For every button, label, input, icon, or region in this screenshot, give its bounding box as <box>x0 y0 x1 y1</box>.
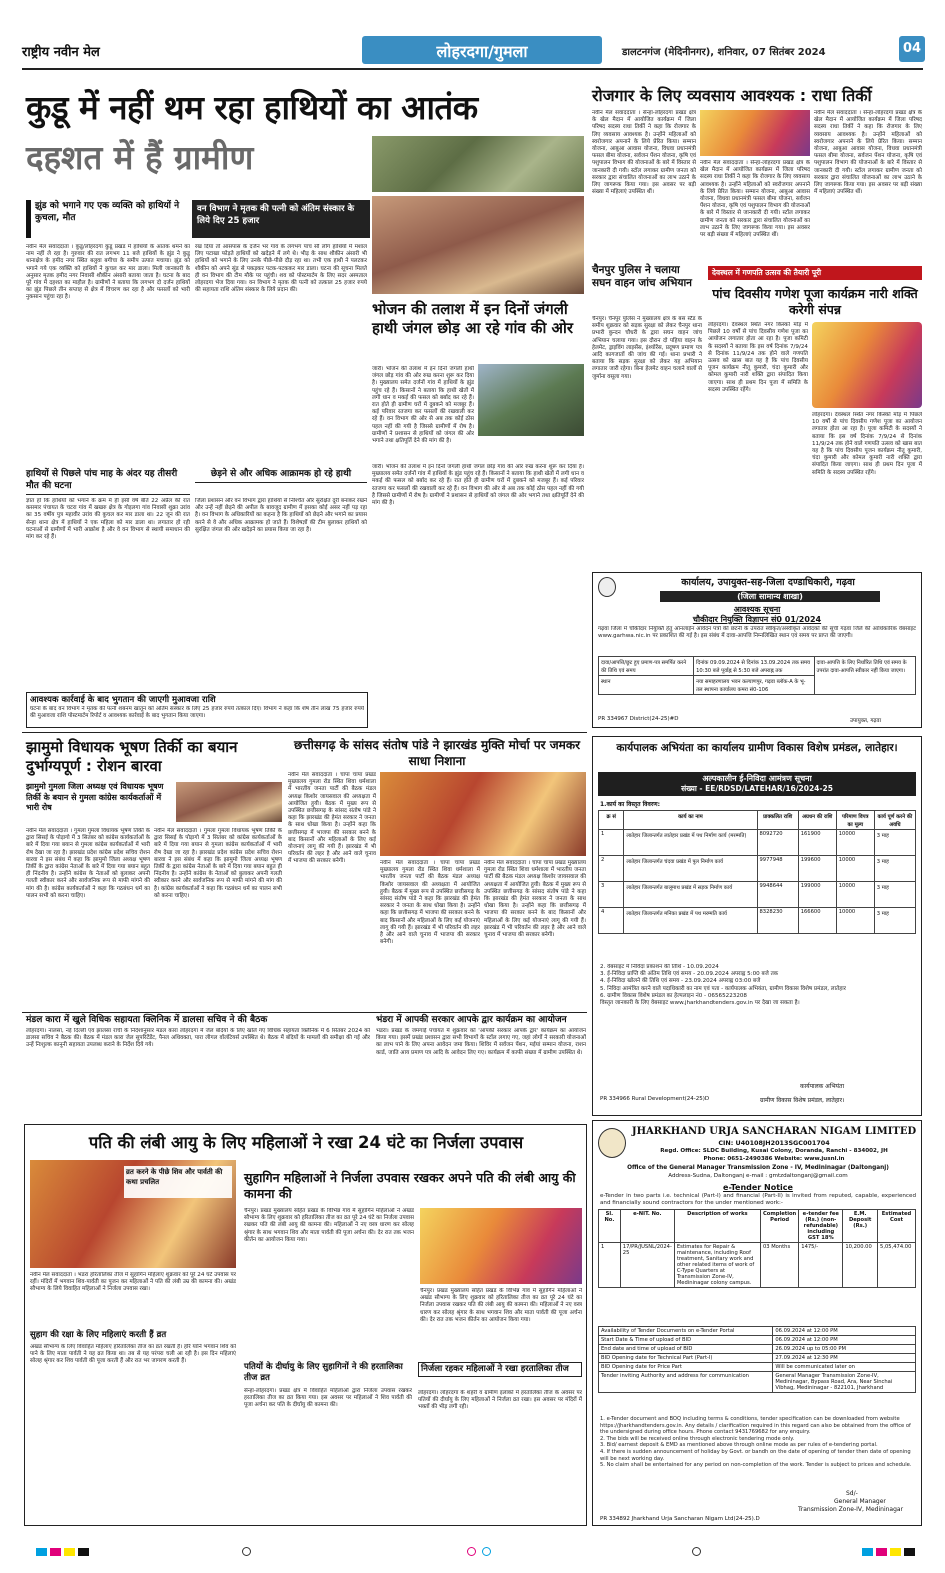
jusnl-schedule <box>598 1326 916 1393</box>
jmm-photo <box>176 782 282 822</box>
jusnl-cin: CIN: U40108JH2013SGC001704 <box>718 1139 830 1147</box>
latehar-details: 2. वेबसाइट में निविदा प्रकाशन की तिथि - 10.09.2024 3. ई-निविदा प्राप्ति की अंतिम तिथि एवं समय - 20.09.2024 अपराह्न 5:00 बजे तक 4. ई-निविदा खोलने की तिथि एवं समय - 23.09.2024 अपराह्न 03:00 बजे 5. निविदा आमंत्रित करने वाले पदाधिकारी का नाम एवं पता - कार्यपालक अभियंता, ग्रामीण विकास विशेष प्रमंडल, लातेहार 6. ग्रामीण विकास विशेष प्रमंडल का हेल्पलाइन नं0 - 06565223208 विस्तृत जानकारी के लिए वेबसाइट www.jharkhandtenders.gov.in पर देखा जा सकता है। <box>600 964 846 1007</box>
lead-bottom-body: घटना के बाद वन विभाग ने मृतक की पत्नी शबनम खातून को अंतिम संस्कार के लिए 25 हजार रुपये तत्काल दिए। विभाग ने कहा कि शेष तीन लाख 75 हजार रुपये की मुआवजा राशि पोस्टमार्टम रिपोर्ट व आवश्यक कार्रवाई के बाद भुगतान किया जाएगा। <box>30 706 364 720</box>
cell: 10000 <box>836 882 874 908</box>
jusnl-company: JHARKHAND URJA SANCHARAN NIGAM LIMITED <box>631 1126 917 1137</box>
swatch-yellow <box>64 1548 75 1556</box>
jusnl-sign-2: General Manager <box>834 1498 886 1505</box>
latehar-col-3: अग्रधन की राशि <box>798 811 836 830</box>
cell: Estimates for Repair & maintenance, including Roof treatment, Sanitary work and other related items of work of C-Type Quarters at Transmission Zone-IV, Medininagar colony campus. <box>674 1243 760 1288</box>
cell: Will be communicated later on <box>773 1363 916 1372</box>
cell: 9948644 <box>757 882 798 908</box>
mid-rule-1 <box>22 732 587 733</box>
paper-name: राष्ट्रीय नवीन मेल <box>22 45 100 60</box>
cell: 199000 <box>798 882 836 908</box>
registration-mark-2 <box>467 1547 476 1556</box>
lead-sub-1-headline: हाथियों से पिछले पांच माह के अंदर यह तीसरी मौत की घटना <box>26 468 190 495</box>
jmm-body-2: नवीन मेल संवाददाता । गुमला गुमला विधायक भूषण तिर्की के द्वारा सिसई के पोड़ागो में 3 सितंबर को कांग्रेस कार्यकर्ताओं के बारे में दिया गया बयान से गुमला कांग्रेस कार्यकर्ताओं में भारी रोष देखा जा रहा है। झारखंड प्रदेश कांग्रेस प्रदेश सचिव रोशन बारवा ने इस संबंध में कहा कि झामुमो जिला अध्यक्ष भूषण तिर्की के द्वारा कांग्रेस नेताओं के बारे में दिया गया बयान बहुत ही निंदनीय है। उन्होंने कांग्रेस के नेताओं को बुलाकर अपनी गलती स्वीकार करने और सार्वजनिक रूप से माफी मांगने की मांग की है। कांग्रेस कार्यकर्ताओं ने कहा कि गठबंधन धर्म का पालन सभी को करना चाहिए। <box>154 828 282 899</box>
latehar-col-2: प्राक्कलित राशि <box>757 811 798 830</box>
mid-rule-2 <box>22 1012 587 1013</box>
cell: लातेहार जिलान्तर्गत मनिका प्रखंड में पथ मरम्मति कार्य <box>624 908 757 934</box>
cell: 27.09.2024 at 12:30 PM <box>773 1354 916 1363</box>
lead-kicker-2 <box>192 200 370 238</box>
latehar-table <box>598 810 916 934</box>
latehar-ref: PR 334966 Rural Development(24-25)D <box>600 1096 710 1102</box>
jusnl-office: Office of the General Manager Transmission Zone - IV, Medininagar (Daltonganj) <box>627 1165 889 1171</box>
cell: 3 माह <box>874 908 915 934</box>
jusnl-col-4: e-tender fee (Rs.) (non-refundable) including GST 18% <box>799 1210 843 1243</box>
cell: 161900 <box>798 830 836 856</box>
latehar-title: कार्यपालक अभियंता का कार्यालय ग्रामीण विकास विशेष प्रमंडल, लातेहार। <box>616 742 898 754</box>
cell: 3 <box>599 882 624 908</box>
table-row <box>599 1327 916 1336</box>
lead-headline: कुडू में नहीं थम रहा हाथियों का आतंक <box>26 88 478 127</box>
latehar-col-4: परिमाण विपत्र का मूल्य <box>836 811 874 830</box>
table-row <box>599 1372 916 1393</box>
garhwa-place: नया समाहरणालय भवन कल्याणपुर, गढ़वा ब्लॉक-A के भू-तल स्थापना कार्यालय कमरा सं0-106 <box>694 676 814 695</box>
teej-banner: पति की लंबी आयु के लिए महिलाओं ने रखा 24 घंटे का निर्जला उपवास <box>88 1133 524 1152</box>
latehar-col-5: कार्य पूर्ण करने की अवधि <box>874 811 915 830</box>
lead-sub-2-headline: छेड़ने से और अधिक आक्रामक हो रहे हाथी <box>195 468 367 483</box>
section-title: लोहरदगा/गुमला <box>436 42 528 61</box>
ganesh-headline: पांच दिवसीय गणेश पूजा कार्यक्रम नारी शक्ति करेगी संपन्न <box>712 286 918 317</box>
jusnl-contact: Phone: 0651-2490386 Website: www.jusnl.in <box>703 1156 845 1162</box>
jusnl-col-0: Sl. No. <box>599 1210 621 1243</box>
table-row <box>599 830 916 856</box>
dateline: डालटनगंज (मेदिनीनगर), शनिवार, 07 सितंबर 2024 <box>622 47 826 58</box>
jusnl-col-6: Estimated Cost <box>878 1210 916 1243</box>
lead-subhead: दहशत में हैं ग्रामीण <box>26 138 254 177</box>
jusnl-sign-1: Sd/- <box>846 1490 858 1497</box>
rozgar-headline: रोजगार के लिए व्यवसाय आवश्यक : राधा तिर्की <box>592 86 872 105</box>
cell: 8092720 <box>757 830 798 856</box>
elephant-herd-photo <box>372 136 584 192</box>
cell: 3 माह <box>874 882 915 908</box>
chhattisgarh-headline: छत्तीसगढ़ के सांसद संतोष पांडे ने झारखंड मुक्ति मोर्चा पर जमकर साधा निशाना <box>294 738 580 768</box>
rozgar-body-1: नवीन मेल संवाददाता । सेन्हा-लोहरदगा प्रखंड क्षेत्र के खेल मैदान में आयोजित कार्यक्रम में जिला परिषद सदस्य राधा तिर्की ने कहा कि रोजगार के लिए व्यवसाय आवश्यक है। उन्होंने महिलाओं को स्वरोजगार अपनाने के लिये प्रेरित किया। सम्मान योजना, आबुआ आवास योजना, विधवा प्रधानमंत्री फसल बीमा योजना, सर्वजन पेंशन योजना, कृषि एवं पशुपालन विभाग की योजनाओं के बारे में विस्तार से जानकारी दी गयी। स्टॉल लगाकर ग्रामीण जनता को सरकार द्वारा संचालित योजनाओं का लाभ उठाने के लिए जागरूक किया गया। इस अवसर पर बड़ी संख्या में महिलाएं उपस्थित थीं। <box>592 110 696 196</box>
jusnl-col-2: Description of works <box>674 1210 760 1243</box>
jusnl-table <box>598 1209 916 1288</box>
cell: 199600 <box>798 856 836 882</box>
teej-body-2: चैनपुर। प्रखंड मुख्यालय सहित प्रखंड के विभिन्न गांव में सुहागिन महिलाओं ने अखंड सौभाग्य के लिए शुक्रवार को हरितालिका तीज का व्रत पूरे 24 घंटे का निर्जला उपवास रखकर पति की लंबी आयु की कामना की। महिलाओं ने नए वस्त्र धारण कर सोलह श्रृंगार के साथ भगवान शिव और माता पार्वती की पूजा अर्चना की। देर रात तक भजन कीर्तन का आयोजन किया गया। <box>244 1208 414 1243</box>
jusnl-col-3: Completion Period <box>760 1210 798 1243</box>
teej-body-1b: अखंड सौभाग्य के लिए विवाहित महिलाएं हरितालिका तीज का व्रत रखती हैं। हरि यानि भगवान शिव को पाने के लिए माता पार्वती ने यह व्रत किया था। तब से यह परंपरा चली आ रही है। इस दिन महिलाएं सोलह श्रृंगार कर शिव पार्वती की पूजा करती हैं और रात भर जागरण करती हैं। <box>30 1344 236 1365</box>
swatch-magenta-2 <box>876 1548 887 1556</box>
rozgar-body-3: नवीन मेल संवाददाता । सेन्हा-लोहरदगा प्रखंड क्षेत्र के खेल मैदान में आयोजित कार्यक्रम में जिला परिषद सदस्य राधा तिर्की ने कहा कि रोजगार के लिए व्यवसाय आवश्यक है। उन्होंने महिलाओं को स्वरोजगार अपनाने के लिये प्रेरित किया। सम्मान योजना, आबुआ आवास योजना, विधवा प्रधानमंत्री फसल बीमा योजना, सर्वजन पेंशन योजना, कृषि एवं पशुपालन विभाग की योजनाओं के बारे में विस्तार से जानकारी दी गयी। स्टॉल लगाकर ग्रामीण जनता को सरकार द्वारा संचालित योजनाओं का लाभ उठाने के लिए जागरूक किया गया। इस अवसर पर बड़ी संख्या में महिलाएं उपस्थित थीं। <box>814 110 922 196</box>
latehar-ref-no: संख्या - EE/RDSD/LATEHAR/16/2024-25 <box>681 784 833 793</box>
lead-bottom-box <box>26 692 368 728</box>
masthead <box>22 36 923 66</box>
swatch-cyan-2 <box>862 1548 873 1556</box>
swatch-black-2 <box>904 1548 915 1556</box>
cell: Tender inviting Authority and address for communication <box>599 1372 773 1393</box>
jusnl-notes: 1. e-Tender document and BOQ including terms & conditions, tender specification can be downloaded from website https://jharkhandtenders.gov.in. Any details / clarification required in this regard can also be obtained from the office of the undersigned during office hours. Phone contact 9431769682 for any enquiry. 2. The bids will be received online through electronic tendering mode only. 3. Bid/ earnest deposit & EMD as mentioned above through online mode as per rules of e-tendering portal. 4. If there is sudden announcement of holiday by Govt. or bandh on the date of opening of tender then date of opening will be next working day. 5. No claim shall be entertained for any period on non-completion of the work. Tender is subject to prices and schedule. <box>600 1416 912 1469</box>
cell: 166600 <box>798 908 836 934</box>
cell: 3 माह <box>874 830 915 856</box>
elephant-story-body: जारी। भोजन की तलाश में इन दिनों जंगली हाथी जंगल छोड़ गांव की ओर रुख करना शुरू कर दिया है। मुख्यालय समेत दर्जनों गांव में हाथियों के झुंड पहुंच रहे हैं। किसानों ने बताया कि हाथी खेतों में लगी धान व मकई की फसल को बर्बाद कर रहे हैं। रात होते ही ग्रामीण घरों में दुबकने को मजबूर हैं। कई परिवार रतजगा कर फसलों की रखवाली कर रहे हैं। वन विभाग की ओर से अब तक कोई ठोस पहल नहीं की गयी है जिससे ग्रामीणों में रोष है। ग्रामीणों ने प्रशासन से हाथियों को जंगल की ओर भगाने तथा क्षतिपूर्ति देने की मांग की है। <box>372 366 474 445</box>
table-row <box>599 882 916 908</box>
page-number: 04 <box>899 36 925 62</box>
teej-photo-2 <box>420 1208 582 1284</box>
table-row <box>599 1336 916 1345</box>
forest-elephant-photo <box>478 364 584 436</box>
cell: 06.09.2024 at 12:00 PM <box>773 1327 916 1336</box>
cell: 8328230 <box>757 908 798 934</box>
cell: 10000 <box>836 908 874 934</box>
cell: 3 माह <box>874 856 915 882</box>
chhattisgarh-photo <box>380 772 586 856</box>
teej-caption: व्रत करने के पीछे शिव और पार्वती की कथा प्रचलित <box>126 1168 223 1186</box>
chhattisgarh-body-1: नवीन मेल संवाददाता । चापा चापा प्रखंड मुख्यालय गुमला रोड स्थित शिवा धर्मशाला में भारतीय जनता पार्टी की बैठक मंडल अध्यक्ष किशोर जायसवाल की अध्यक्षता में आयोजित हुयी। बैठक में मुख्य रूप से उपस्थित छत्तीसगढ़ के सांसद संतोष पांडे ने कहा कि झारखंड की हेमंत सरकार ने जनता के साथ धोखा किया है। उन्होंने कहा कि छत्तीसगढ़ में भाजपा की सरकार बनने के बाद किसानों और महिलाओं के लिए कई योजनाएं लागू की गयी हैं। झारखंड में भी परिवर्तन की लहर है और आने वाले चुनाव में भाजपा की सरकार बनेगी। <box>288 772 376 865</box>
table-row <box>599 1363 916 1372</box>
garhwa-cell-3: दावा-आपत्ति के लिए निर्धारित तिथि एवं समय के उपरांत दावा-आपत्ति स्वीकार नहीं किया जाएगा। <box>814 657 915 695</box>
garhwa-notice-table <box>598 656 916 695</box>
lead-kicker-1 <box>26 200 186 238</box>
jusnl-address: Address-Sudna, Daltonganj e-mail : gmtzdaltonganj@gmail.com <box>668 1173 848 1179</box>
swatch-yellow-2 <box>890 1548 901 1556</box>
lead-sub-2-body: जिला प्रशासन और वन विभाग द्वारा हाथियों से निश्चित और सुरक्षित दूरी बनाकर रखने और उन्हें नहीं छेड़ने की अपील के बावजूद ग्रामीण में इसका कोई असर नहीं पड़ रहा है। वन विभाग के अधिकारियों का कहना है कि हाथियों को छेड़ने और भगाने का प्रयास करने से वे और अधिक आक्रामक हो जाते हैं। विशेषज्ञों की टीम बुलाकर हाथियों को सुरक्षित जंगल की ओर खदेड़ने का प्रयास किया जा रहा है। <box>195 498 367 533</box>
lead-body-2: रख दिया तो आसपास के दर्जन भर गांव के लगभग पांच सौ लोग हाथियों में मशाल लिए पटाखा फोड़ते हाथियों को खदेड़ने में लगे थे। भीड़ के साथ शौकीन अंसारी भी हाथियों को भगाने के लिए उनके पीछे-पीछे दौड़ रहा था। तभी एक हाथी ने पलटकर शौकीन को अपने सूंड से पकड़कर पटक-पटककर मार डाला। घटना की सूचना मिलते ही वन विभाग की टीम मौके पर पहुंची। शव को पोस्टमार्टम के लिए सदर अस्पताल लोहरदगा भेज दिया गया। वन विभाग ने मृतक की पत्नी को तत्काल 25 हजार रुपये की सहायता राशि अंतिम संस्कार के लिये प्रदान की। <box>195 244 367 294</box>
table-row <box>599 1354 916 1363</box>
garhwa-office: कार्यालय, उपायुक्त-सह-जिला दण्डाधिकारी, गढ़वा <box>681 577 855 588</box>
jusnl-col-5: E.M. Deposit (Rs.) <box>843 1210 878 1243</box>
teej-sub-1: सुहाग की रक्षा के लिए महिलाएं करती हैं व्रत <box>30 1330 167 1340</box>
jusnl-logo <box>598 1128 626 1158</box>
masthead-rule <box>22 68 923 70</box>
jusnl-col-1: e-NIT. No. <box>620 1210 674 1243</box>
jusnl-regd: Regd. Office: SLDC Building, Kusai Colony, Doranda, Ranchi - 834002, JH <box>660 1148 888 1154</box>
jusnl-ref: PR 334892 Jharkhand Urja Sancharan Nigam Ltd(24-25).D <box>600 1516 760 1522</box>
aapki-sarkar-body: भंडरा। प्रखंड के जमगाई पंचायत में शुक्रवार को 'आपकी सरकार आपके द्वार' कार्यक्रम का आयोजन किया गया। इसमें प्रखंड प्रशासन द्वारा सभी विभागों के स्टॉल लगाए गए, जहां लोगों ने सरकारी योजनाओं का लाभ पाने के लिए अपना आवेदन जमा किया। शिविर में सर्वजन पेंशन, मईयां सम्मान योजना, राशन कार्ड, जाति आय प्रमाण पत्र आदि के आवेदन लिए गए। कार्यक्रम में काफी संख्या में ग्रामीण उपस्थित थे। <box>376 1028 586 1056</box>
jusnl-title: e-Tender Notice <box>723 1183 793 1192</box>
cell: लातेहार जिलान्तर्गत चंदवा प्रखंड में पुल निर्माण कार्य <box>624 856 757 882</box>
jmm-body-1: नवीन मेल संवाददाता । गुमला गुमला विधायक भूषण तिर्की के द्वारा सिसई के पोड़ागो में 3 सितंबर को कांग्रेस कार्यकर्ताओं के बारे में दिया गया बयान से गुमला कांग्रेस कार्यकर्ताओं में भारी रोष देखा जा रहा है। झारखंड प्रदेश कांग्रेस प्रदेश सचिव रोशन बारवा ने इस संबंध में कहा कि झामुमो जिला अध्यक्ष भूषण तिर्की के द्वारा कांग्रेस नेताओं के बारे में दिया गया बयान बहुत ही निंदनीय है। उन्होंने कांग्रेस के नेताओं को बुलाकर अपनी गलती स्वीकार करने और सार्वजनिक रूप से माफी मांगने की मांग की है। कांग्रेस कार्यकर्ताओं ने कहा कि गठबंधन धर्म का पालन सभी को करना चाहिए। <box>26 828 150 899</box>
registration-mark-1 <box>242 1547 251 1556</box>
cell: BID Opening date for Price Part <box>599 1363 773 1372</box>
table-row <box>599 1243 916 1288</box>
teej-caption-box <box>124 1166 232 1198</box>
swatch-cyan <box>36 1548 47 1556</box>
jmm-headline: झामुमो विधायक भूषण तिर्की का बयान दुर्भाग्यपूर्ण : रोशन बारवा <box>26 738 238 775</box>
ganesh-tag-text: देवस्थल में गणपति उत्सव की तैयारी पूरी <box>712 268 822 277</box>
cell: 1 <box>599 1243 621 1288</box>
garhwa-advt-no: चौकीदार नियुक्ति विज्ञापन सं0 01/2024 <box>692 615 822 624</box>
cell: 17/PR/JUSNL/2024-25 <box>620 1243 674 1288</box>
garhwa-place-label: स्थान <box>599 676 694 695</box>
cell: 26.09.2024 up to 05:00 PM <box>773 1345 916 1354</box>
garhwa-emblem <box>598 577 616 597</box>
ganesh-body-1: लोहरदगा। देवस्थल स्थित नगर किस्को मोड़ में पिछले 10 वर्षों से पांच दिवसीय गणेश पूजा का आयोजन लगातार होता आ रहा है। पूजा कमिटी के सदस्यों ने बताया कि इस वर्ष दिनांक 7/9/24 से दिनांक 11/9/24 तक होने वाले गणपति उत्सव को खास बात यह है कि पांच दिवसीय पूजन कार्यक्रम नीतू कुमारी, चंदा कुमारी और कोमल कुमारी नारी शक्ति द्वारा संपादित किया जाएगा। साथ ही प्रथम दिन पूजा में समिति के सदस्य उपस्थित रहेंगे। <box>708 322 808 393</box>
cell: 9977948 <box>757 856 798 882</box>
family-photo <box>372 196 584 294</box>
print-color-bar <box>22 1546 923 1558</box>
cell: BID Opening date for Technical Part (Part-I) <box>599 1354 773 1363</box>
garhwa-branch: (जिला सामान्य शाखा) <box>660 591 880 602</box>
cell: Availability of Tender Documents on e-Tender Portal <box>599 1327 773 1336</box>
garhwa-sign: उपायुक्त, गढ़वा <box>850 718 882 724</box>
latehar-sign-1: कार्यपालक अभियंता <box>800 1083 844 1090</box>
garhwa-notice-title: आवश्यक सूचना <box>733 605 781 614</box>
lead-bottom-headline: आवश्यक कार्रवाई के बाद भुगतान की जाएगी मुआवजा राशि <box>30 695 216 705</box>
ganesh-idol-photo <box>812 322 922 408</box>
jusnl-intro: e-Tender in two parts i.e. technical (Part-I) and financial (Part-II) is invited from reputed, capable, experienced and financially sound contractors for the under mentioned work:- <box>600 1193 916 1207</box>
police-drive-body: चैनपुर। चैनपुर पुलिस ने मुख्यालय क्षेत्र के बस स्टैंड के समीप शुक्रवार को सड़क सुरक्षा को लेकर चैनपुर थाना प्रभारी कुन्दन चौधरी के द्वारा सघन वाहन जांच अभियान चलाया गया। इस दौरान दो पहिया वाहन के हेलमेट, ड्राइविंग लाइसेंस, इंश्योरेंस, प्रदूषण प्रमाण पत्र आदि कागजातों की जांच की गई। थाना प्रभारी ने बताया कि सड़क सुरक्षा को लेकर यह अभियान लगातार जारी रहेगा। बिना हेलमेट वाहन चलाने वालों से जुर्माना वसूला गया। <box>592 316 702 380</box>
aapki-sarkar-headline: भंडरा में आपकी सरकार आपके द्वार कार्यक्रम का आयोजन <box>376 1015 567 1025</box>
swatch-magenta <box>50 1548 61 1556</box>
swatch-black <box>78 1548 89 1556</box>
ganesh-body-2: लोहरदगा। देवस्थल स्थित नगर किस्को मोड़ में पिछले 10 वर्षों से पांच दिवसीय गणेश पूजा का आयोजन लगातार होता आ रहा है। पूजा कमिटी के सदस्यों ने बताया कि इस वर्ष दिनांक 7/9/24 से दिनांक 11/9/24 तक होने वाले गणपति उत्सव को खास बात यह है कि पांच दिवसीय पूजन कार्यक्रम नीतू कुमारी, चंदा कुमारी और कोमल कुमारी नारी शक्ति द्वारा संपादित किया जाएगा। साथ ही प्रथम दिन पूजा में समिति के सदस्य उपस्थित रहेंगे। <box>812 412 922 476</box>
cell: 2 <box>599 856 624 882</box>
cell: 4 <box>599 908 624 934</box>
latehar-col-0: क्र सं <box>599 811 624 830</box>
teej-headline: सुहागिन महिलाओं ने निर्जला उपवास रखकर अपने पति की लंबी आयु की कामना की <box>244 1170 576 1201</box>
garhwa-notice-body: गढ़वा जिला में चौकीदार नियुक्ति हेतु ऑनलाईन आवेदन पत्रों की छंटनी के उपरांत स्वीकृत/अस्वीकृत आवेदकों की सूची गढ़वा जिले की आधिकारिक वेबसाइट www.garhwa.nic.in पर प्रकाशित की गई है। इस संबंध में दावा-आपत्ति निम्नलिखित स्थान एवं समय पर प्राप्त की जाएगी। <box>598 626 916 640</box>
kicker-1-text: झुंड को भगाने गए एक व्यक्ति को हाथियों ने कुचला, मौत <box>35 201 180 223</box>
police-drive-headline: चैनपुर पुलिस ने चलाया सघन वाहन जांच अभियान <box>592 264 692 289</box>
latehar-sign-2: ग्रामीण विकास विशेष प्रमंडल, लातेहार। <box>760 1097 845 1104</box>
registration-mark-4 <box>692 1547 701 1556</box>
cell: 10000 <box>836 856 874 882</box>
lead-sub-1-body: ज्ञात हो कि हाथियों को भगाने के क्रम में ही इसी वर्ष बीते 22 अप्रैल की रात कसमार पंचायत के चटरा गांव में खखरु क्षेत्र के गोइलगा गांव निवासी शुक्रा उरांव का 35 वर्षीय पुत्र महावीर उरांव की कुचल कर मार डाला था। 22 जून की रात सेन्हा थाना क्षेत्र में हाथियों ने एक महिला को मार डाला था। लगातार हो रही घटनाओं से ग्रामीणों में भारी आक्रोश है और वे वन विभाग से स्थायी समाधान की मांग कर रहे हैं। <box>26 498 190 541</box>
chhattisgarh-body-2: नवीन मेल संवाददाता । चापा चापा प्रखंड मुख्यालय गुमला रोड स्थित शिवा धर्मशाला में भारतीय जनता पार्टी की बैठक मंडल अध्यक्ष किशोर जायसवाल की अध्यक्षता में आयोजित हुयी। बैठक में मुख्य रूप से उपस्थित छत्तीसगढ़ के सांसद संतोष पांडे ने कहा कि झारखंड की हेमंत सरकार ने जनता के साथ धोखा किया है। उन्होंने कहा कि छत्तीसगढ़ में भाजपा की सरकार बनने के बाद किसानों और महिलाओं के लिए कई योजनाएं लागू की गयी हैं। झारखंड में भी परिवर्तन की लहर है और आने वाले चुनाव में भाजपा की सरकार बनेगी। <box>380 860 480 946</box>
latehar-subtitle: अल्पकालीन ई-निविदा आमंत्रण सूचना <box>702 774 812 783</box>
ganesh-tag <box>708 266 922 280</box>
registration-mark-3 <box>482 1547 491 1556</box>
cell: Start Date & Time of upload of BID <box>599 1336 773 1345</box>
elephant-story-body-cont: जारी। भोजन की तलाश में इन दिनों जंगली हाथी जंगल छोड़ गांव की ओर रुख करना शुरू कर दिया है। मुख्यालय समेत दर्जनों गांव में हाथियों के झुंड पहुंच रहे हैं। किसानों ने बताया कि हाथी खेतों में लगी धान व मकई की फसल को बर्बाद कर रहे हैं। रात होते ही ग्रामीण घरों में दुबकने को मजबूर हैं। कई परिवार रतजगा कर फसलों की रखवाली कर रहे हैं। वन विभाग की ओर से अब तक कोई ठोस पहल नहीं की गयी है जिससे ग्रामीणों में रोष है। ग्रामीणों ने प्रशासन से हाथियों को जंगल की ओर भगाने तथा क्षतिपूर्ति देने की मांग की है। <box>372 464 584 507</box>
cell: लातेहार जिलान्तर्गत बालूमाथ प्रखंड में सड़क निर्माण कार्य <box>624 882 757 908</box>
teej-sub-3: निर्जला रहकर महिलाओं ने रखा हरतालिका तीज <box>418 1362 582 1377</box>
garhwa-cell-1: दावा/आपत्ति/छूट हुए प्रमाण-पत्र समर्पित करने की तिथि एवं समय <box>599 657 694 676</box>
teej-body-2-cont: चैनपुर। प्रखंड मुख्यालय सहित प्रखंड के विभिन्न गांव में सुहागिन महिलाओं ने अखंड सौभाग्य के लिए शुक्रवार को हरितालिका तीज का व्रत पूरे 24 घंटे का निर्जला उपवास रखकर पति की लंबी आयु की कामना की। महिलाओं ने नए वस्त्र धारण कर सोलह श्रृंगार के साथ भगवान शिव और माता पार्वती की पूजा अर्चना की। देर रात तक भजन कीर्तन का आयोजन किया गया। <box>420 1288 582 1323</box>
cell: 10000 <box>836 830 874 856</box>
jmm-subhead: झामुमो गुमला जिला अध्यक्ष एवं विधायक भूषण तिर्की के बयान से गुमला कांग्रेस कार्यकर्ताओं में भारी रोष <box>26 782 164 812</box>
cell: 1 <box>599 830 624 856</box>
cell: 06.09.2024 at 12:00 PM <box>773 1336 916 1345</box>
elephant-story-headline: भोजन की तलाश में इन दिनों जंगली हाथी जंगल छोड़ आ रहे गांव की ओर <box>372 300 574 337</box>
cell: लातेहार जिलान्तर्गत लातेहार प्रखंड में पथ निर्माण कार्य (मरम्मति) <box>624 830 757 856</box>
garhwa-cell-2: दिनांक 09.09.2024 से दिनांक 13.09.2024 तक समय 10:30 बजे पूर्वाह्न से 5:30 बजे अपराह्न तक <box>694 657 814 676</box>
table-row <box>599 856 916 882</box>
cell: 03 Months <box>760 1243 798 1288</box>
cell: 10,200.00 <box>843 1243 878 1288</box>
jusnl-sign-3: Transmission Zone-IV, Medininagar <box>798 1506 904 1513</box>
lead-body-1: नवीन मेल संवाददाता । कुडू/लोहरदगा कुडू प्रखंड में हाथियों के आतंक थमने का नाम नहीं ले रहा है। गुरुवार की रात लगभग 11 बजे हाथियों के झुंड ने कुडू थानाक्षेत्र के हमीद नगर स्थित बलुवा बगीचा के समीप उत्पात मचाया। झुंड को भगाने गये एक व्यक्ति को हाथियों ने कुचल कर मार डाला। मिली जानकारी के अनुसार मृतक हमीद नगर निवासी शौकीन अंसारी बताया जाता है। घटना के बाद पूरे गांव में दहशत का माहौल है। ग्रामीणों ने बताया कि लगभग दो दर्जन हाथियों का झुंड पिछले तीन सप्ताह से क्षेत्र में विचरण कर रहा है और फसलों को भारी नुकसान पहुंचा रहा है। <box>26 244 190 301</box>
cell: End date and time of upload of BID <box>599 1345 773 1354</box>
kicker-2-text: वन विभाग ने मृतक की पत्नी को अंतिम संस्कार के लिये दिए 25 हजार <box>197 204 355 226</box>
mandal-body: लोहरदगा। नालसा, नई दिल्ली एवं झालसा रांची के निर्देशानुसार मंडल कारा लोहरदगा में जेल बंदियों के लिए खोले गए विधिक सहायता क्लिनिक में 6 सितंबर 2024 को डालसा सचिव ने बैठक की। बैठक में मंडल कारा जेल सुपरिटेंडेंट, पैनल अधिवक्ता, पारा लीगल वॉलंटियर्स उपस्थित थे। बैठक में बंदियों के मामलों की समीक्षा की गई और उन्हें निःशुल्क कानूनी सहायता उपलब्ध कराने के निर्देश दिये गये। <box>26 1028 370 1049</box>
chhattisgarh-body-3: नवीन मेल संवाददाता । चापा चापा प्रखंड मुख्यालय गुमला रोड स्थित शिवा धर्मशाला में भारतीय जनता पार्टी की बैठक मंडल अध्यक्ष किशोर जायसवाल की अध्यक्षता में आयोजित हुयी। बैठक में मुख्य रूप से उपस्थित छत्तीसगढ़ के सांसद संतोष पांडे ने कहा कि झारखंड की हेमंत सरकार ने जनता के साथ धोखा किया है। उन्होंने कहा कि छत्तीसगढ़ में भाजपा की सरकार बनने के बाद किसानों और महिलाओं के लिए कई योजनाएं लागू की गयी हैं। झारखंड में भी परिवर्तन की लहर है और आने वाले चुनाव में भाजपा की सरकार बनेगी। <box>484 860 586 939</box>
table-row <box>599 1345 916 1354</box>
latehar-intro: 1.कार्य का विस्तृत विवरण: <box>600 801 661 808</box>
rozgar-body-2: नवीन मेल संवाददाता । सेन्हा-लोहरदगा प्रखंड क्षेत्र के खेल मैदान में आयोजित कार्यक्रम में जिला परिषद सदस्य राधा तिर्की ने कहा कि रोजगार के लिए व्यवसाय आवश्यक है। उन्होंने महिलाओं को स्वरोजगार अपनाने के लिये प्रेरित किया। सम्मान योजना, आबुआ आवास योजना, विधवा प्रधानमंत्री फसल बीमा योजना, सर्वजन पेंशन योजना, कृषि एवं पशुपालन विभाग की योजनाओं के बारे में विस्तार से जानकारी दी गयी। स्टॉल लगाकर ग्रामीण जनता को सरकार द्वारा संचालित योजनाओं का लाभ उठाने के लिए जागरूक किया गया। इस अवसर पर बड़ी संख्या में महिलाएं उपस्थित थीं। <box>700 160 810 239</box>
garhwa-ref: PR 334967 District(24-25)#D <box>598 716 679 722</box>
mandal-headline: मंडल कारा में खुले विधिक सहायता क्लिनिक में डालसा सचिव ने की बैठक <box>26 1015 268 1025</box>
cell: 1475/- <box>799 1243 843 1288</box>
table-row <box>599 908 916 934</box>
rozgar-photo <box>700 110 810 156</box>
teej-sub-2: पतियों के दीर्घायु के लिए सुहागिनों ने की हरतालिका तीज व्रत <box>244 1362 403 1383</box>
cell: 5,05,474.00 <box>878 1243 916 1288</box>
teej-body-3: लोहरदगा। लोहरदगा के शहरी व ग्रामीण इलाकों में हरतालिका तीज के अवसर पर पतियों की दीर्घायु के लिए महिलाओं ने निर्जला व्रत रखा। इस अवसर पर मंदिरों में भक्तों की भीड़ लगी रही। <box>418 1390 582 1411</box>
latehar-col-1: कार्य का नाम <box>624 811 757 830</box>
teej-body-2b: सेन्हा-लोहरदगा। प्रखंड क्षेत्र में विवाहित महिलाओं द्वारा निर्जला उपवास रखकर हरतालिका तीज का व्रत किया गया। इस अवसर पर महिलाओं ने शिव पार्वती की पूजा अर्चना कर पति के दीर्घायु की कामना की। <box>244 1388 412 1409</box>
cell: General Manager Transmission Zone-IV, Medininagar, Bypass Road, Ara, Near Sinchai Vibhag, Medininagar - 822101, Jharkhand <box>773 1372 916 1393</box>
teej-body-1: नवीन मेल संवाददाता । भंडरा हरितालिका तीज में सुहागिन महिलाएं शुक्रवार को पूरे 24 घंटे उपवास पर रहीं। मंदिरों में भगवान शिव-पार्वती का पूजन कर महिलाओं ने पति की लंबी उम्र की कामना की। अखंड सौभाग्य के लिये विवाहित महिलाओं ने निर्जला उपवास रखा। <box>30 1272 236 1293</box>
